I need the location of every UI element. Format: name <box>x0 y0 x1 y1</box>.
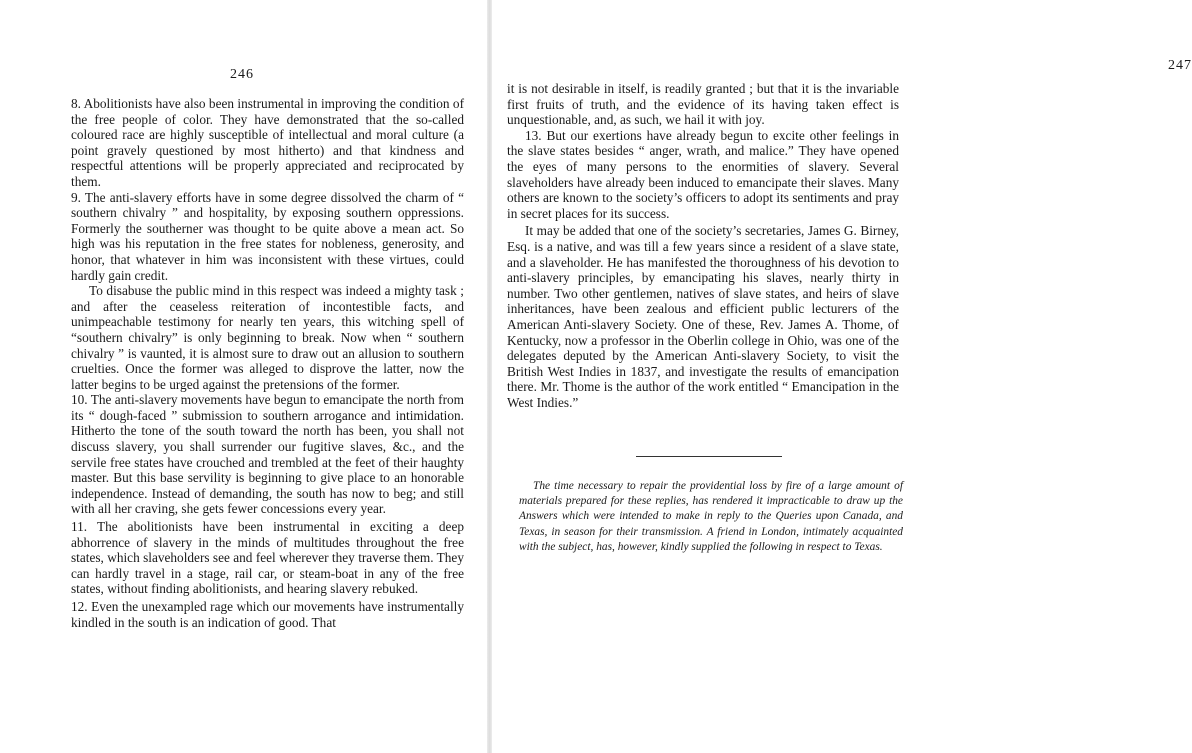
section-divider <box>636 456 782 457</box>
paragraph-11: 11. The abolitionists have been instrumental in exciting a deep abhorrence of slavery in the minds of multitudes throughout the free states, which slaveholders see and feel wherever they traverse them. They can hardly travel in a stage, rail car, or steam-boat in any of the free states, without finding abolitionists, and hearing slavery rebuked. <box>71 519 464 597</box>
right-page-text <box>507 81 899 410</box>
note-text: The time necessary to repair the providential loss by fire of a large amount of materials prepared for these replies, has rendered it impracticable to draw up the Answers which were intended to make in reply to the Queries upon Canada, and Texas, in season for their transmission. A friend in London, intimately acquainted with the subject, has, however, kindly supplied the following in respect to Texas. <box>519 480 903 553</box>
editorial-note <box>519 479 903 555</box>
paragraph-13: 13. But our exertions have already begun to excite other feelings in the slave states besides “ anger, wrath, and malice.” They have opened the eyes of many persons to the enormities of slavery. Several slaveholders have already been induced to emancipate their slaves. Many others are known to the society’s officers to adopt its sentiments and pray in secret places for its success. <box>507 127 899 221</box>
page-number-right: 247 <box>1168 58 1192 73</box>
left-page-text <box>71 96 464 630</box>
paragraph-birney: It may be added that one of the society’s secretaries, James G. Birney, Esq. is a native, and was till a few years since a resident of a slave state, and a slaveholder. He has manifested the thoroughness of his devotion to anti-slavery principles, by emancipating his slaves, nearly thirty in number. Two other gentlemen, natives of slave states, and heirs of slave inheritances, have been zealous and efficient public lecturers of the American Anti-slavery Society. One of these, Rev. James A. Thome, of Kentucky, now a professor in the Oberlin college in Ohio, was one of the delegates deputed by the American Anti-slavery Society, to visit the British West Indies in 1837, and investigate the results of emancipation there. Mr. Thome is the author of the work entitled “ Emancipation in the West Indies.” <box>507 223 899 410</box>
paragraph-9: 9. The anti-slavery efforts have in some degree dissolved the charm of “ southern chivalry ” and hospitality, by exposing southern oppressions. Formerly the southerner was thought to be quite above a mean act. So high was his reputation in the free states for nobleness, generosity, and honor, that whatever in him was inconsistent with these virtues, could hardly gain credit. <box>71 189 464 283</box>
page-number-left: 246 <box>230 67 254 82</box>
paragraph-8: 8. Abolitionists have also been instrumental in improving the condition of the free people of color. They have demonstrated that the so-called coloured race are highly susceptible of intellectual and moral culture (a point gravely questioned by most hitherto) and that kindness and respectful attentions will be properly appreciated and reciprocated by them. <box>71 96 464 189</box>
paragraph-10: 10. The anti-slavery movements have begun to emancipate the north from its “ dough-faced ” submission to southern arrogance and intimidation. Hitherto the tone of the south toward the north has been, you shall not discuss slavery, you shall surrender our fugitive slaves, &c., and the servile free states have crouched and trembled at the feet of their haughty master. But this base servility is beginning to give place to an honorable independence. Instead of demanding, the south has now to beg; and still with all her craving, she gets fewer concessions every year. <box>71 392 464 517</box>
paragraph-12: 12. Even the unexampled rage which our movements have instrumentally kindled in the south is an indication of good. That <box>71 599 464 630</box>
left-page <box>0 0 490 753</box>
paragraph-continued: it is not desirable in itself, is readily granted ; but that it is the invariable first fruits of truth, and the evidence of its having taken effect is unquestionable, and, as such, we hail it with joy. <box>507 81 899 128</box>
paragraph-disabuse: To disabuse the public mind in this respect was indeed a mighty task ; and after the ceaseless reiteration of incontestible facts, and unimpeachable testimony for nearly ten years, this witching spell of “southern chivalry” is only beginning to break. Now when “ southern chivalry ” is vaunted, it is almost sure to draw out an allusion to southern cruelties. Once the former was alleged to disprove the latter, now the latter begins to be urged against the pretensions of the former. <box>71 283 464 392</box>
